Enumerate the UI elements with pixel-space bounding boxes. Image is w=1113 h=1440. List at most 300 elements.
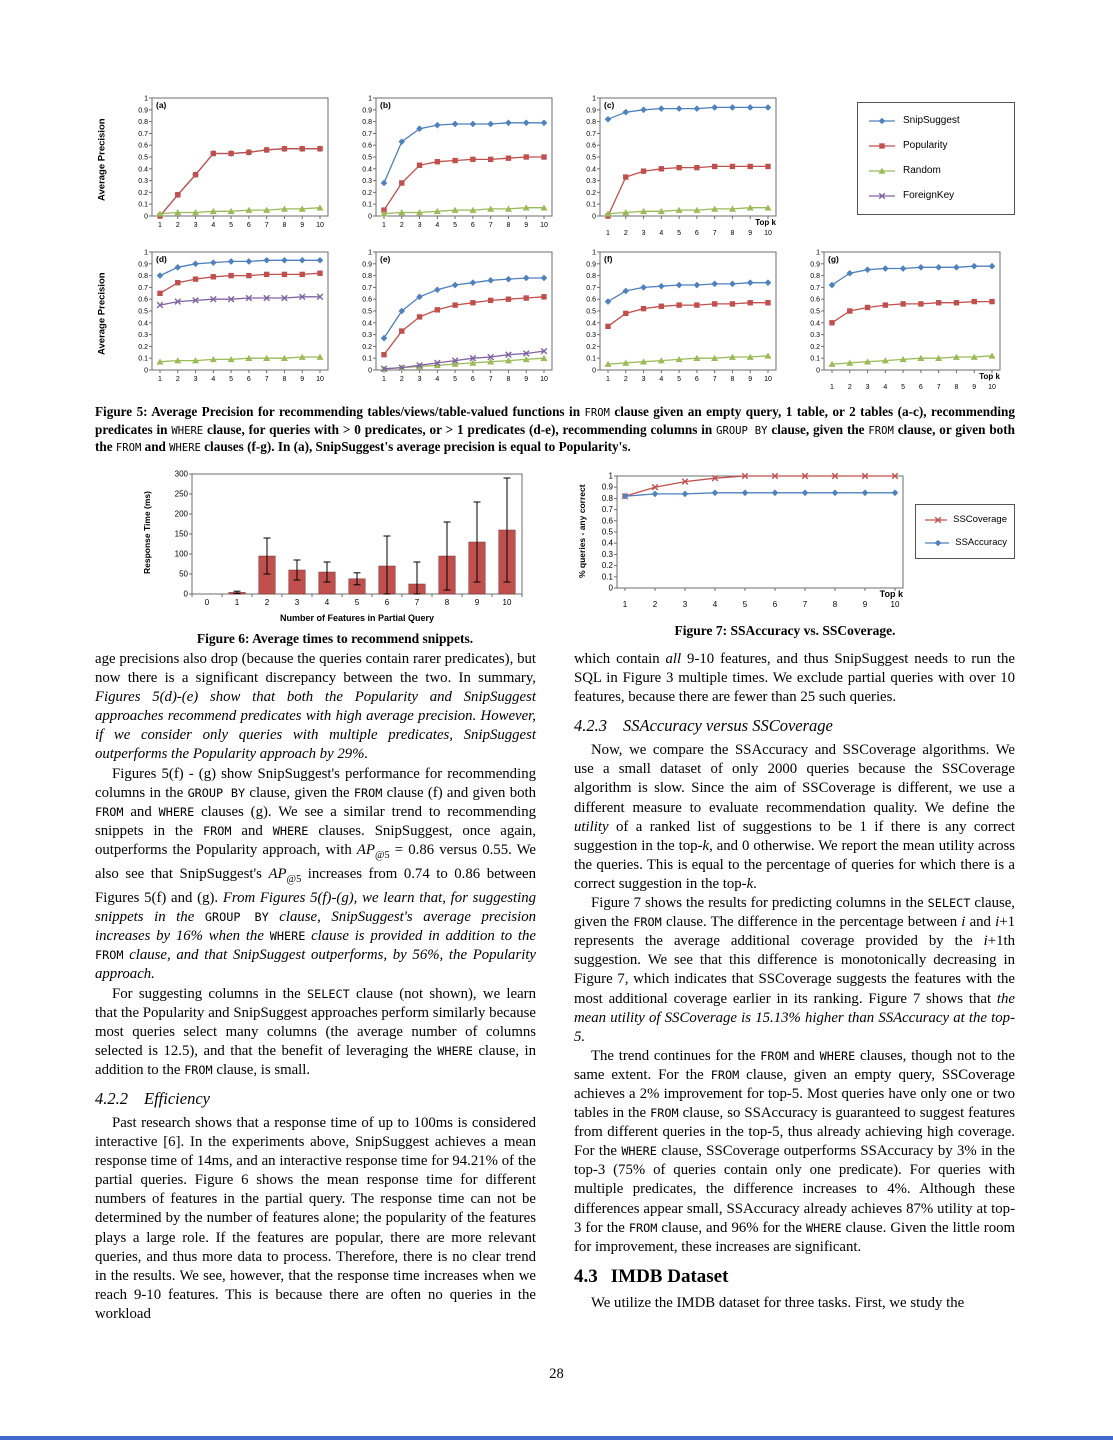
text-segment: FROM (710, 1067, 740, 1082)
text-segment: +1th suggestion. We see that this difference is monotonically decreasing in Figure 7, which indicates that SSCoverage suggests the features with the most additional coverage earlier in its ranking. Figure 7 shows that (574, 933, 1015, 1007)
figure5 (95, 92, 1015, 396)
data-point (488, 157, 493, 162)
y-tick-label: 0.3 (362, 332, 372, 340)
x-tick-label: 7 (264, 222, 269, 229)
text-segment: Figures 5(f) - (g) show SnipSuggest's performance for recommending columns in the (95, 765, 536, 801)
data-point (264, 147, 269, 152)
figure5-chart-g (798, 246, 1005, 396)
legend-item (867, 166, 1005, 176)
plot-area (152, 98, 328, 216)
x-tick-label: 1 (158, 222, 162, 229)
data-point (157, 291, 162, 296)
x-tick-label: 7 (414, 598, 420, 607)
x-tick-label: 3 (641, 230, 646, 237)
text-segment: Now, we compare the SSAccuracy and SSCoverage algorithms. We use a small dataset of only 2000 queries because the SSCoverage algorithm is slow. Since the aim of SSCoverage is different, we use a different measure to evaluate recommendation quality. We define the (574, 742, 1015, 816)
data-point (676, 302, 681, 307)
y-tick-label: 0.4 (810, 320, 820, 328)
data-point (282, 146, 287, 151)
y-tick-label: 0 (816, 367, 820, 375)
x-tick-label: 0 (204, 598, 210, 607)
figure7 (575, 468, 1015, 647)
x-tick-label: 4 (324, 598, 330, 607)
y-tick-label: 0 (144, 213, 148, 221)
y-tick-label: 0 (144, 367, 148, 375)
heading-number: 4.2.2 (95, 1088, 128, 1108)
text-segment: Figure 5: Average Precision for recommending tables/views/table-valued functions in (95, 404, 585, 419)
x-tick-label: 5 (901, 384, 906, 391)
text-segment: clause. Given the little room for improvement, these increases are significant. (574, 1219, 1016, 1255)
heading-title: IMDB Dataset (610, 1265, 729, 1287)
legend-marker (867, 166, 897, 176)
x-tick-label: 8 (444, 598, 450, 607)
y-tick-label: 0.4 (362, 320, 372, 328)
text-segment: . (753, 875, 757, 892)
legend-item (867, 116, 1005, 126)
x-tick-label: 10 (764, 376, 772, 383)
legend-item (923, 538, 1007, 548)
x-tick-label: 5 (453, 222, 458, 229)
y-tick-label: 0.6 (362, 142, 372, 150)
y-tick-label: 0.7 (362, 130, 372, 138)
x-tick-label: 2 (175, 222, 180, 229)
data-point (676, 165, 681, 170)
data-point (175, 280, 180, 285)
text-segment: SELECT (927, 896, 971, 911)
x-tick-label: 9 (972, 384, 977, 391)
text-segment: WHERE (171, 424, 204, 437)
y-tick-label: 1 (144, 249, 148, 257)
text-segment: Figure 7 shows the results for predicting columns in the (591, 895, 928, 912)
y-tick-label: 0.8 (586, 273, 596, 281)
y-tick-label: 0.4 (138, 166, 148, 174)
legend-label: SSAccuracy (955, 537, 1007, 549)
y-tick-label: 0.6 (138, 142, 148, 150)
x-tick-label: 10 (316, 222, 324, 229)
paragraph (574, 1294, 1015, 1313)
text-segment: WHERE (272, 823, 309, 838)
text-segment: SELECT (306, 986, 350, 1001)
x-tick-label: 8 (282, 376, 287, 383)
x-tick-label: 10 (988, 384, 996, 391)
text-segment: WHERE (158, 804, 195, 819)
data-point (900, 301, 905, 306)
data-point (659, 166, 664, 171)
y-tick-label: 0.9 (810, 261, 820, 269)
data-point (506, 155, 511, 160)
y-tick-label: 0.1 (362, 355, 372, 363)
y-tick-label: 0.2 (810, 343, 820, 351)
x-tick-label: 9 (524, 222, 529, 229)
text-segment: all (665, 651, 682, 667)
data-point (417, 163, 422, 168)
x-tick-label: 4 (659, 230, 664, 237)
x-tick-label: 4 (211, 222, 216, 229)
text-segment: clause (f) and given both (382, 784, 536, 801)
y-tick-label: 0.1 (138, 201, 148, 209)
y-tick-label: 0.1 (601, 572, 613, 582)
figure7-body (575, 468, 1015, 618)
text-segment: clause, given the (245, 784, 354, 801)
data-point (954, 300, 959, 305)
data-point (452, 158, 457, 163)
y-tick-label: 0.7 (138, 284, 148, 292)
data-point (317, 146, 322, 151)
text-segment: clauses (g). We see a similar trend to recommending snippets in the (95, 803, 537, 839)
x-tick-label: 3 (193, 376, 198, 383)
y-tick-label: 0.3 (138, 178, 148, 186)
text-segment: clause, SSCoverage outperforms SSAccuracy by 3% in the top-3 (75% of queries contain only one predicate). For queries with multiple predicates, the difference increases to 4%. Although these differences appear small, SSAccuracy already achieves 87% utility at top-3 for the (574, 1143, 1015, 1236)
legend-marker (867, 191, 897, 201)
data-point (712, 164, 717, 169)
y-tick-label: 0.5 (362, 308, 372, 316)
y-tick-label: 0.4 (586, 320, 596, 328)
data-point (524, 154, 529, 159)
y-tick-label: 250 (174, 489, 188, 499)
figure5-chart-d (126, 246, 333, 396)
y-tick-label: 0.5 (810, 308, 820, 316)
chart-label: (c) (604, 100, 615, 110)
x-tick-label: 1 (158, 376, 162, 383)
legend-label: Popularity (903, 140, 948, 151)
x-tick-label: 7 (712, 230, 717, 237)
data-point (641, 168, 646, 173)
x-tick-label: 9 (300, 376, 305, 383)
x-tick-label: 3 (865, 384, 870, 391)
text-segment: clause, and 96% for the (657, 1219, 806, 1236)
x-tick-label: 1 (382, 222, 386, 229)
text-segment: 9-10 features, and thus SnipSuggest needs to run the SQL in Figure 3 multiple times. We exclude partial queries with over 10 features, because there are fewer than 25 such queries. (574, 651, 1015, 706)
y-tick-label: 0.7 (362, 284, 372, 292)
data-point (989, 299, 994, 304)
text-segment: clause, given the (767, 421, 869, 437)
x-tick-label: 4 (712, 600, 718, 609)
y-tick-label: 300 (174, 469, 188, 479)
x-tick-label: 3 (682, 600, 688, 609)
text-segment: k (746, 875, 754, 892)
y-tick-label: 0.3 (138, 332, 148, 340)
y-tick-label: 0.4 (138, 320, 148, 328)
x-tick-label: 1 (606, 230, 610, 237)
y-tick-label: 0.9 (138, 107, 148, 115)
paragraph (95, 985, 536, 1080)
x-tick-label: 10 (316, 376, 324, 383)
x-tick-label: 4 (659, 376, 664, 383)
text-segment: We utilize the IMDB dataset for three tasks. First, we study the (591, 1294, 965, 1311)
text-segment: which contain (574, 651, 666, 667)
text-segment: , and 0 otherwise. We report the mean utility across the queries. This is equal to the percentage of queries for which there is a correct suggestion in the top- (574, 837, 1015, 892)
x-tick-label: 3 (417, 222, 422, 229)
legend-marker (923, 515, 947, 525)
x-tick-label: 10 (540, 376, 548, 383)
legend-label: SnipSuggest (903, 115, 960, 126)
data-point (435, 159, 440, 164)
legend-marker (867, 116, 897, 126)
paragraph (95, 765, 536, 985)
text-segment: clause (not shown), we learn that the Popularity and SnipSuggest approaches perform similarly because most queries select many columns (the average number of columns selected is 12.5), and that the benefit of leveraging the (95, 985, 536, 1059)
x-tick-label: 10 (890, 600, 900, 609)
figure7-chart (589, 468, 909, 618)
y-tick-label: 0.8 (138, 119, 148, 127)
y-tick-label: 1 (144, 95, 148, 103)
legend-item (867, 141, 1005, 151)
chart-svg (126, 92, 333, 242)
paragraph (574, 741, 1015, 894)
text-segment: +1 represents the average additional coverage provided by the (574, 914, 1015, 950)
text-segment: and (123, 803, 159, 820)
y-tick-label: 0.7 (601, 505, 613, 515)
y-tick-label: 0.5 (362, 154, 372, 162)
heading-title: SSAccuracy versus SSCoverage (623, 716, 833, 736)
body-text (95, 650, 1015, 1324)
x-tick-label: 9 (474, 598, 480, 607)
heading-number: 4.2.3 (574, 716, 607, 736)
chart-label: (a) (156, 100, 167, 110)
y-tick-label: 1 (368, 249, 372, 257)
y-tick-label: 0.8 (586, 119, 596, 127)
y-tick-label: 0.7 (810, 284, 820, 292)
y-tick-label: 0 (608, 583, 613, 593)
data-point (435, 307, 440, 312)
data-point (623, 174, 628, 179)
text-segment: clause, in addition to the (95, 1042, 537, 1078)
text-segment: clauses (f-g). In (a), SnipSuggest's average precision is equal to Popularity's. (200, 439, 631, 455)
figure5-chart-a (126, 92, 333, 242)
text-segment: i (961, 914, 966, 931)
x-tick-label: 7 (936, 384, 941, 391)
text-segment: WHERE (269, 929, 306, 944)
text-segment: Figures 5(d)-(e) show that both the Popularity and SnipSuggest approaches recommend predicates with high average precision. However, if we consider only queries with multiple predicates, SnipSuggest outperforms the Popularity approach by 29%. (95, 689, 536, 763)
data-point (246, 150, 251, 155)
x-tick-label: 6 (246, 222, 251, 229)
y-tick-label: 150 (174, 529, 188, 539)
text-segment: GROUP BY (204, 910, 269, 925)
text-segment: and (788, 1047, 820, 1064)
y-tick-label: 0.4 (586, 166, 596, 174)
data-point (541, 154, 546, 159)
paragraph (574, 650, 1015, 707)
y-tick-label: 0.6 (601, 516, 613, 526)
x-tick-label: 2 (623, 376, 628, 383)
y-tick-label: 0.3 (362, 178, 372, 186)
text-segment: GROUP BY (187, 785, 246, 800)
figure5-chart-e (350, 246, 557, 396)
data-point (228, 151, 233, 156)
figure5-row-2 (95, 246, 1015, 396)
x-axis-label: Top k (755, 218, 776, 227)
x-tick-label: 9 (300, 222, 305, 229)
data-point (730, 164, 735, 169)
chart-svg (574, 246, 781, 396)
y-tick-label: 0.7 (138, 130, 148, 138)
data-point (175, 192, 180, 197)
x-tick-label: 9 (748, 230, 753, 237)
data-point (452, 302, 457, 307)
text-segment: FROM (650, 1106, 679, 1121)
x-tick-label: 3 (294, 598, 300, 607)
data-point (694, 302, 699, 307)
data-point (399, 328, 404, 333)
data-point (936, 300, 941, 305)
right-column (574, 650, 1015, 1324)
figure6-body (140, 468, 530, 626)
y-tick-label: 0.8 (810, 273, 820, 281)
data-point (541, 294, 546, 299)
text-segment: FROM (633, 915, 662, 930)
y-axis-label: % queries - any correct (577, 484, 587, 578)
text-segment: the mean utility of SSCoverage is 15.13% higher than SSAccuracy at the top-5. (574, 990, 1015, 1045)
data-point (748, 164, 753, 169)
x-tick-label: 8 (954, 384, 959, 391)
y-tick-label: 0.2 (138, 343, 148, 351)
y-tick-label: 0.8 (362, 119, 372, 127)
x-tick-label: 2 (623, 230, 628, 237)
chart-label: (g) (828, 254, 839, 264)
figure5-legend (857, 102, 1015, 215)
y-tick-label: 0.9 (586, 261, 596, 269)
chart-svg (350, 92, 557, 242)
data-point (730, 301, 735, 306)
y-tick-label: 1 (368, 95, 372, 103)
legend-label: ForeignKey (903, 190, 955, 201)
data-point (765, 300, 770, 305)
text-segment: utility (574, 818, 609, 835)
section-heading (574, 716, 1015, 736)
text-segment: increases from 0.74 to 0.86 between Figures 5(f) and (g). (95, 865, 537, 907)
data-point (524, 295, 529, 300)
data-point (300, 146, 305, 151)
x-tick-label: 9 (862, 600, 868, 609)
y-tick-label: 0.1 (586, 355, 596, 363)
y-tick-label: 0 (592, 367, 596, 375)
x-tick-label: 10 (764, 230, 772, 237)
y-tick-label: 0.3 (601, 549, 613, 559)
y-tick-label: 0 (368, 367, 372, 375)
data-point (765, 164, 770, 169)
x-tick-label: 8 (282, 222, 287, 229)
text-segment: clause, or given both the (95, 421, 1015, 455)
data-point (694, 165, 699, 170)
text-segment: FROM (628, 1220, 658, 1235)
section-heading (95, 1089, 536, 1109)
y-tick-label: 0.1 (810, 355, 820, 363)
legend-item (867, 191, 1005, 201)
x-axis-label: Top k (879, 589, 903, 599)
text-segment: FROM (584, 407, 610, 419)
y-tick-label: 0.2 (586, 343, 596, 351)
text-segment: = 0.86 versus 0.55. We also see that SnipSuggest's (95, 841, 536, 882)
x-tick-label: 1 (382, 376, 386, 383)
y-tick-label: 0.3 (810, 332, 820, 340)
x-tick-label: 6 (470, 376, 475, 383)
data-point (282, 272, 287, 277)
x-tick-label: 9 (748, 376, 753, 383)
x-tick-label: 6 (384, 598, 390, 607)
text-segment: The trend continues for the (591, 1047, 761, 1064)
text-segment: clause, given the (574, 895, 1016, 931)
x-tick-label: 2 (399, 222, 404, 229)
page-number: 28 (549, 1366, 564, 1382)
text-segment: FROM (202, 823, 232, 838)
y-tick-label: 0.5 (601, 527, 613, 537)
y-tick-label: 0.2 (362, 343, 372, 351)
data-point (211, 274, 216, 279)
figure5-chart-f (574, 246, 781, 396)
y-tick-label: 0.3 (586, 332, 596, 340)
text-segment: FROM (115, 442, 142, 455)
data-point (623, 311, 628, 316)
text-segment: AP (268, 865, 287, 882)
text-segment: clauses. SnipSuggest, once again, outperforms the Popularity approach, with (95, 822, 536, 858)
y-tick-label: 0.9 (362, 107, 372, 115)
figure5-row-1 (95, 92, 1015, 242)
y-tick-label: 0.9 (586, 107, 596, 115)
text-segment: and (231, 822, 273, 839)
text-segment: GROUP BY (716, 424, 768, 437)
x-tick-label: 10 (502, 598, 512, 607)
x-tick-label: 5 (229, 222, 234, 229)
text-segment: From Figures 5(f)-(g), we learn that, for suggesting snippets in the (95, 890, 536, 926)
x-tick-label: 8 (730, 376, 735, 383)
y-tick-label: 0 (368, 213, 372, 221)
legend-marker (867, 141, 897, 151)
text-segment: WHERE (621, 1144, 657, 1159)
x-tick-label: 6 (772, 600, 778, 609)
y-tick-label: 0.5 (586, 308, 596, 316)
text-segment: clause, for queries with > 0 predicates, or > 1 predicates (d-e), recommending columns in (203, 421, 717, 437)
data-point (246, 273, 251, 278)
x-tick-label: 9 (524, 376, 529, 383)
x-tick-label: 5 (742, 600, 748, 609)
x-tick-label: 7 (488, 376, 493, 383)
paragraph (574, 1047, 1015, 1257)
y-axis-label: Average Precision (96, 272, 108, 355)
y-tick-label: 0.8 (138, 273, 148, 281)
heading-number: 4.3 (574, 1265, 598, 1287)
x-tick-label: 4 (211, 376, 216, 383)
y-tick-label: 1 (816, 249, 820, 257)
text-segment: i (995, 914, 1000, 931)
x-tick-label: 6 (246, 376, 251, 383)
y-tick-label: 0.7 (586, 284, 596, 292)
x-tick-label: 8 (506, 376, 511, 383)
y-tick-label: 0.9 (601, 482, 613, 492)
text-segment: age precisions also drop (because the queries contain rarer predicates), but now there is a significant discrepancy between the two. In summary, (95, 651, 536, 687)
text-segment: clause, is small. (212, 1061, 311, 1078)
text-segment: clause. The difference in the percentage between (661, 914, 962, 931)
text-segment: FROM (95, 948, 124, 963)
text-segment: FROM (95, 804, 124, 819)
text-segment: clause, SnipSuggest's average precision increases by 16% when the (95, 909, 536, 945)
data-point (264, 272, 269, 277)
x-tick-label: 5 (354, 598, 360, 607)
data-point (193, 276, 198, 281)
y-tick-label: 1 (608, 471, 613, 481)
legend-label: Random (903, 165, 941, 176)
y-tick-label: 0.5 (138, 154, 148, 162)
x-tick-label: 7 (712, 376, 717, 383)
data-point (883, 302, 888, 307)
y-tick-label: 1 (592, 95, 596, 103)
left-column (95, 650, 536, 1324)
x-tick-label: 5 (677, 376, 682, 383)
x-tick-label: 2 (264, 598, 270, 607)
data-point (659, 304, 664, 309)
data-point (712, 301, 717, 306)
data-point (918, 301, 923, 306)
text-segment: clause, and that SnipSuggest outperforms, by 56%, the Popularity approach. (95, 947, 536, 983)
data-point (972, 299, 977, 304)
y-tick-label: 50 (179, 569, 188, 579)
